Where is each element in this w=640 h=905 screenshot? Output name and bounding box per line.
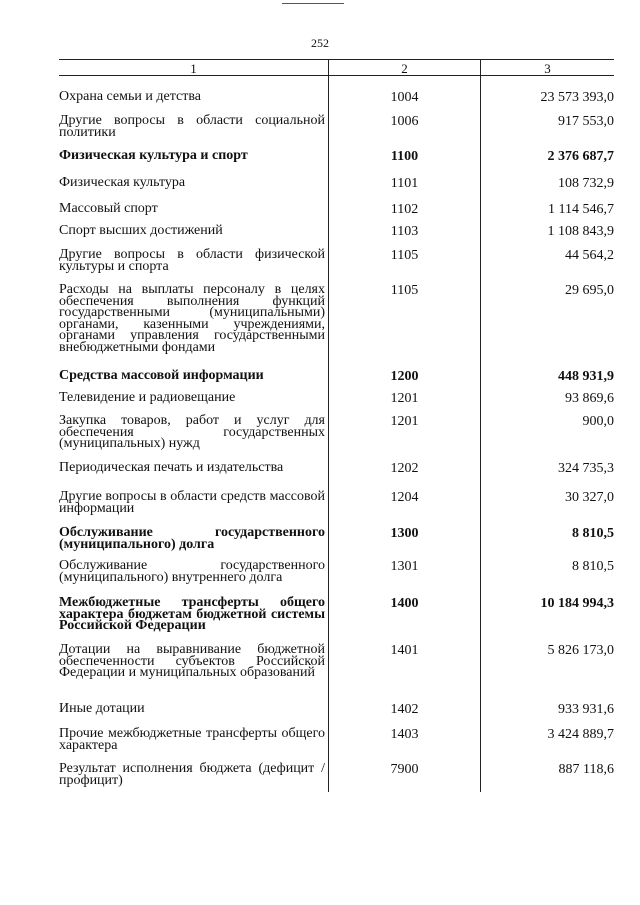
table-top-border (59, 59, 614, 60)
row-name: Спорт высших достижений (59, 223, 223, 238)
row-code: 1006 (390, 114, 419, 129)
row-code: 1105 (390, 248, 419, 263)
row-amount: 10 184 994,3 (540, 596, 614, 611)
row-code: 1301 (390, 559, 419, 574)
top-rule (282, 3, 344, 4)
row-code: 1201 (390, 391, 419, 406)
row-amount: 93 869,6 (565, 391, 614, 406)
row-code: 1004 (390, 90, 419, 105)
row-name: Средства массовой информации (59, 368, 264, 383)
row-name: Межбюджетные трансферты общего характера бюджетам бюджетной системы Российской Федерации (59, 595, 325, 633)
budget-table (59, 59, 614, 792)
row-amount: 933 931,6 (558, 702, 614, 717)
column-header-code: 2 (401, 61, 408, 76)
row-name: Другие вопросы в области средств массовой информации (59, 489, 325, 516)
row-amount: 324 735,3 (558, 461, 614, 476)
row-name: Периодическая печать и издательства (59, 460, 284, 475)
row-amount: 900,0 (582, 414, 614, 429)
row-code: 1400 (390, 596, 419, 611)
row-name: Другие вопросы в области физической культуры и спорта (59, 247, 325, 274)
row-code: 1201 (390, 414, 419, 429)
row-name: Массовый спорт (59, 201, 158, 216)
row-name: Другие вопросы в области социальной политики (59, 113, 325, 140)
row-code: 1103 (390, 224, 419, 239)
row-name: Прочие межбюджетные трансферты общего характера (59, 726, 325, 753)
row-code: 1202 (390, 461, 419, 476)
row-amount: 8 810,5 (572, 526, 614, 541)
row-code: 7900 (390, 762, 419, 777)
row-code: 1102 (390, 202, 419, 217)
column-header-amount: 3 (544, 61, 551, 76)
row-code: 1200 (390, 369, 419, 384)
row-code: 1300 (390, 526, 419, 541)
row-name: Физическая культура и спорт (59, 148, 248, 163)
row-name: Дотации на выравнивание бюджетной обеспеченности субъектов Российской Федерации и муниципальных образований (59, 642, 325, 680)
row-name: Результат исполнения бюджета (дефицит / профицит) (59, 761, 325, 788)
row-amount: 1 114 546,7 (548, 202, 614, 217)
row-amount: 108 732,9 (558, 176, 614, 191)
row-name: Иные дотации (59, 701, 145, 716)
row-name: Закупка товаров, работ и услуг для обеспечения государственных (муниципальных) нужд (59, 413, 325, 451)
row-code: 1403 (390, 727, 419, 742)
row-amount: 448 931,9 (558, 369, 614, 384)
row-code: 1204 (390, 490, 419, 505)
row-name: Обслуживание государственного (муниципального) долга (59, 525, 325, 552)
column-header-name: 1 (190, 61, 197, 76)
row-code: 1401 (390, 643, 419, 658)
row-amount: 917 553,0 (558, 114, 614, 129)
row-code: 1101 (390, 176, 419, 191)
row-name: Охрана семьи и детства (59, 89, 201, 104)
row-amount: 5 826 173,0 (547, 643, 614, 658)
row-amount: 3 424 889,7 (547, 727, 614, 742)
row-amount: 30 327,0 (565, 490, 614, 505)
row-name: Обслуживание государственного (муниципального) внутреннего долга (59, 558, 325, 585)
row-amount: 2 376 687,7 (547, 149, 614, 164)
row-amount: 1 108 843,9 (547, 224, 614, 239)
row-amount: 23 573 393,0 (540, 90, 614, 105)
row-amount: 887 118,6 (558, 762, 614, 777)
row-name: Физическая культура (59, 175, 186, 190)
row-name: Расходы на выплаты персоналу в целях обеспечения выполнения функций государственными (муниципальными) органами, казенными учреждениями, органами управления государственными внебюджетными фондами (59, 282, 325, 355)
row-amount: 29 695,0 (565, 283, 614, 298)
row-code: 1100 (390, 149, 419, 164)
row-code: 1402 (390, 702, 419, 717)
row-code: 1105 (390, 283, 419, 298)
row-amount: 44 564,2 (565, 248, 614, 263)
row-amount: 8 810,5 (572, 559, 614, 574)
page-number: 252 (311, 36, 329, 50)
row-name: Телевидение и радиовещание (59, 390, 236, 405)
